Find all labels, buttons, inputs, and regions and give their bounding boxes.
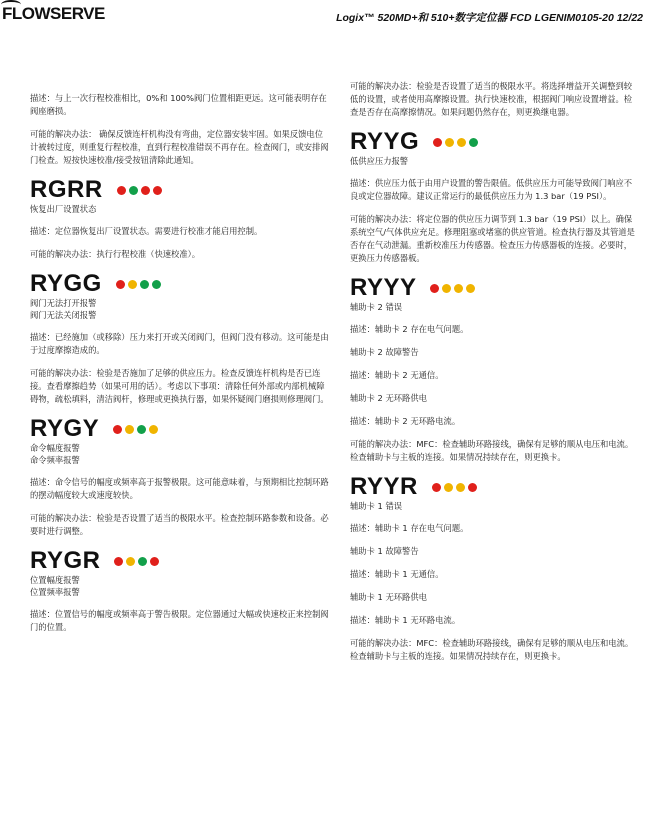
led-indicator — [113, 425, 161, 434]
code-heading-rygy — [30, 416, 330, 442]
led-green-icon — [469, 138, 478, 147]
code-heading-ryyr — [350, 474, 640, 500]
code-description: 描述：命令信号的幅度或频率高于报警极限。这可能意味着，与预期相比控制环路的摆动幅度较大或速度较快。 — [30, 477, 329, 500]
code-line: 辅助卡 1 无环路供电 — [350, 592, 427, 602]
code-subtitle: 低供应压力报警 — [350, 156, 409, 166]
code-description: 描述：已经施加（或移除）压力来打开或关闭阀门，但阀门没有移动。这可能是由于过度摩擦造成的。 — [30, 332, 329, 355]
led-indicator — [433, 138, 481, 147]
code-line: 辅助卡 2 无环路供电 — [350, 393, 427, 403]
code-heading-rygr — [30, 548, 330, 574]
code-solution: 可能的解决办法：检验是否设置了适当的极限水平。检查控制环路参数和设备。必要时进行调整。 — [30, 513, 329, 536]
led-indicator — [430, 284, 478, 293]
right-column — [350, 80, 640, 673]
led-red-icon — [468, 483, 477, 492]
led-red-icon — [114, 557, 123, 566]
led-red-icon — [117, 186, 126, 195]
code-solution: 可能的解决办法：MFC：检查辅助环路接线，确保有足够的顺从电压和电流。检查辅助卡与主板的连接。如果情况持续存在，则更换卡。 — [350, 439, 634, 462]
led-indicator — [114, 557, 162, 566]
code-subtitle: 辅助卡 1 错误 — [350, 501, 403, 511]
led-indicator — [432, 483, 480, 492]
code-line: 描述：辅助卡 2 无环路电流。 — [350, 416, 461, 426]
code-title: RYYG — [350, 128, 420, 155]
code-solution: 可能的解决办法：MFC：检查辅助环路接线，确保有足够的顺从电压和电流。检查辅助卡与主板的连接。如果情况持续存在，则更换卡。 — [350, 638, 634, 661]
code-line: 描述：辅助卡 1 无通信。 — [350, 569, 444, 579]
page-header — [0, 0, 653, 34]
code-line: 辅助卡 1 故障警告 — [350, 546, 419, 556]
led-red-icon — [433, 138, 442, 147]
led-red-icon — [432, 483, 441, 492]
led-red-icon — [430, 284, 439, 293]
led-red-icon — [153, 186, 162, 195]
code-solution: 可能的解决办法：执行行程校准（快速校准）。 — [30, 249, 201, 259]
code-line: 辅助卡 2 故障警告 — [350, 347, 419, 357]
intro-description: 描述：与上一次行程校准相比，0%和 100%阀门位置相距更远。这可能表明存在阀座磨损。 — [30, 93, 327, 116]
continued-solution: 可能的解决办法：检验是否设置了适当的极限水平。将选择增益开关调整到较低的设置，或者使用高摩擦设置。执行快速校准，根据阀门响应设置增益。检查是否存在高摩擦情况。如果问题仍然存在，则更换继电器。 — [350, 81, 633, 117]
led-yellow-icon — [456, 483, 465, 492]
led-yellow-icon — [457, 138, 466, 147]
led-yellow-icon — [445, 138, 454, 147]
code-description: 描述：供应压力低于由用户设置的警告限值。低供应压力可能导致阀门响应不良或定位器故障。建议正常运行的最低供应压力为 1.3 bar（19 PSI）。 — [350, 178, 633, 201]
led-yellow-icon — [128, 280, 137, 289]
intro-solution: 可能的解决办法： 确保反馈连杆机构没有弯曲，定位器安装牢固。如果反馈电位计被转过度，则重复行程校准，直到行程校准错误不再存在。检查阀门，或安排阀门检查。短按快速校准/接受按钮清除此通知。 — [30, 129, 329, 165]
code-subtitle: 阀门无法打开报警 阀门无法关闭报警 — [30, 298, 97, 320]
code-heading-ryyy — [350, 275, 640, 301]
code-subtitle: 命令幅度报警 命令频率报警 — [30, 443, 80, 465]
led-red-icon — [150, 557, 159, 566]
code-heading-rygg — [30, 271, 330, 297]
led-yellow-icon — [466, 284, 475, 293]
led-red-icon — [141, 186, 150, 195]
left-column — [30, 92, 330, 644]
led-indicator — [116, 280, 164, 289]
led-green-icon — [137, 425, 146, 434]
code-title: RYYY — [350, 274, 417, 301]
code-subtitle: 辅助卡 2 错误 — [350, 302, 403, 312]
code-solution: 可能的解决办法：将定位器的供应压力调节到 1.3 bar（19 PSI）以上。确保系统空气/气体供应充足。修理阻塞或堵塞的供应管道。检查执行器及其管道是否存在气动泄漏。重新校准压力传感器。检查压力传感器板的连接。必要时，更换压力传感器板。 — [350, 214, 635, 263]
code-title: RYYR — [350, 473, 418, 500]
led-yellow-icon — [126, 557, 135, 566]
code-title: RYGR — [30, 547, 101, 574]
flowserve-logo: FLOWSERVE — [2, 4, 105, 23]
code-title: RYGG — [30, 270, 102, 297]
led-green-icon — [140, 280, 149, 289]
led-yellow-icon — [125, 425, 134, 434]
code-solution: 可能的解决办法：检验是否施加了足够的供应压力。检查反馈连杆机构是否已连接。查看摩擦趋势（如果可用的话）。考虑以下事项：清除任何外部或内部机械障碍物，疏松填料，清洁阀杆，修理或更换执行器，如果怀疑阀门磨损则修理阀门。 — [30, 368, 329, 404]
code-description: 描述：定位器恢复出厂设置状态。需要进行校准才能启用控制。 — [30, 226, 263, 236]
code-description: 描述：位置信号的幅度或频率高于警告极限。定位器通过大幅或快速校正来控制阀门的位置。 — [30, 609, 329, 632]
led-yellow-icon — [454, 284, 463, 293]
led-yellow-icon — [442, 284, 451, 293]
led-red-icon — [116, 280, 125, 289]
led-green-icon — [138, 557, 147, 566]
code-line: 描述：辅助卡 2 无通信。 — [350, 370, 444, 380]
code-line: 描述：辅助卡 1 存在电气问题。 — [350, 523, 469, 533]
code-title: RGRR — [30, 176, 103, 203]
code-line: 描述：辅助卡 1 无环路电流。 — [350, 615, 461, 625]
code-heading-rgrr — [30, 177, 330, 203]
document-title: Logix™ 520MD+和 510+数字定位器 FCD LGENIM0105-20 12/22 — [336, 12, 643, 24]
code-heading-ryyg — [350, 129, 640, 155]
code-subtitle: 恢复出厂设置状态 — [30, 204, 97, 214]
led-indicator — [117, 186, 165, 195]
led-green-icon — [152, 280, 161, 289]
led-yellow-icon — [149, 425, 158, 434]
led-yellow-icon — [444, 483, 453, 492]
code-subtitle: 位置幅度报警 位置频率报警 — [30, 575, 80, 597]
led-red-icon — [113, 425, 122, 434]
code-title: RYGY — [30, 415, 100, 442]
code-line: 描述：辅助卡 2 存在电气问题。 — [350, 324, 469, 334]
led-green-icon — [129, 186, 138, 195]
